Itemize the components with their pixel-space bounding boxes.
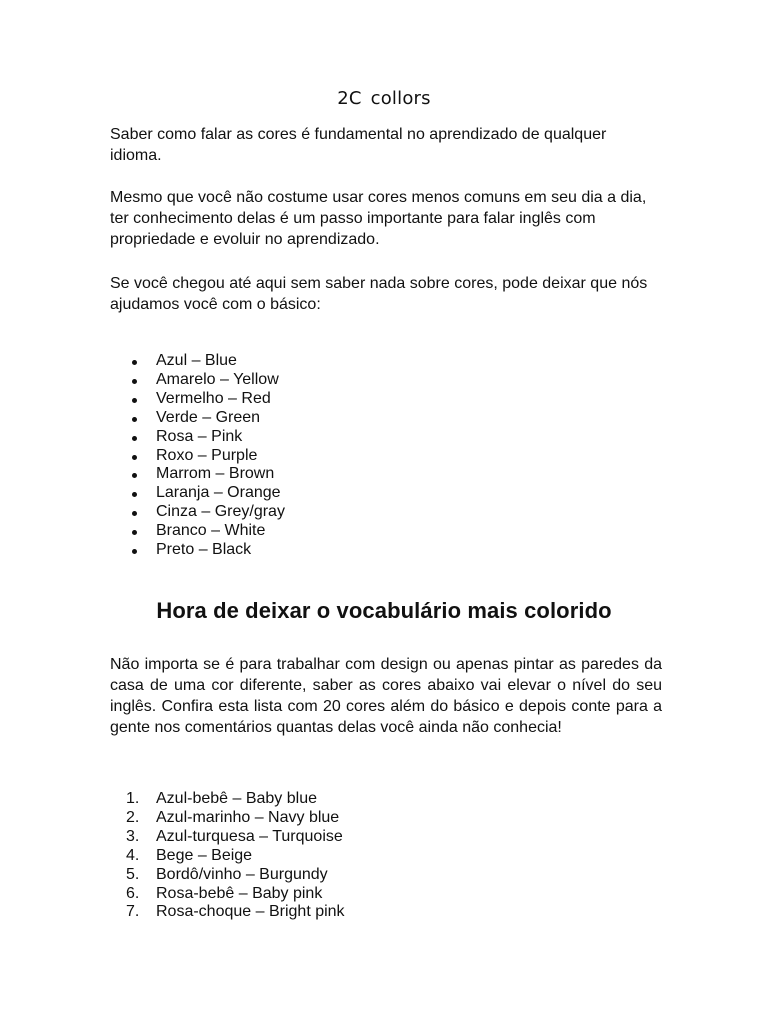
list-item	[110, 541, 285, 560]
list-item-text: Branco – White	[156, 522, 266, 540]
list-item	[110, 371, 285, 390]
list-item	[110, 465, 285, 484]
list-item	[110, 809, 345, 828]
list-item-text: Azul-bebê – Baby blue	[156, 790, 317, 807]
list-item	[110, 790, 345, 809]
bullet-icon	[132, 549, 137, 554]
basic-colors-list	[110, 352, 285, 560]
list-item	[110, 828, 345, 847]
list-item-number: 5.	[126, 865, 140, 883]
list-item-text: Azul-turquesa – Turquoise	[156, 827, 343, 845]
bullet-icon	[132, 436, 137, 441]
bullet-icon	[132, 360, 137, 365]
list-item-text: Amarelo – Yellow	[156, 370, 279, 388]
list-item	[110, 903, 345, 922]
list-item	[110, 522, 285, 541]
bullet-icon	[132, 455, 137, 460]
list-item	[110, 447, 285, 466]
list-item-text: Vermelho – Red	[156, 389, 271, 407]
list-item	[110, 409, 285, 428]
list-item-text: Azul-marinho – Navy blue	[156, 808, 340, 826]
bullet-icon	[132, 511, 137, 516]
bullet-icon	[132, 417, 137, 422]
list-item-text: Azul – Blue	[156, 352, 237, 369]
list-item-text: Verde – Green	[156, 408, 261, 426]
list-item	[110, 390, 285, 409]
list-item-text: Bege – Beige	[156, 846, 253, 864]
list-item	[110, 847, 345, 866]
list-item-number: 1.	[126, 790, 140, 807]
bullet-icon	[132, 530, 137, 535]
list-item-text: Roxo – Purple	[156, 446, 258, 464]
bullet-icon	[132, 473, 137, 478]
list-item-number: 2.	[126, 808, 140, 826]
list-item	[110, 866, 345, 885]
list-item	[110, 484, 285, 503]
list-item-number: 6.	[126, 884, 140, 902]
list-item	[110, 503, 285, 522]
list-item-text: Cinza – Grey/gray	[156, 503, 285, 521]
document-title: 2C collors	[337, 88, 431, 109]
list-item-text: Laranja – Orange	[156, 484, 281, 502]
list-item-text: Preto – Black	[156, 541, 252, 559]
context-paragraph: Mesmo que você não costume usar cores menos comuns em seu dia a dia, ter conhecimento delas é um passo importante para falar inglês com propriedade e evoluir no aprendizado.	[110, 189, 647, 248]
list-item	[110, 352, 285, 371]
bullet-icon	[132, 492, 137, 497]
list-item-text: Rosa-choque – Bright pink	[156, 903, 345, 921]
list-item-text: Bordô/vinho – Burgundy	[156, 865, 328, 883]
list-item-text: Rosa – Pink	[156, 427, 243, 445]
list-item-text: Rosa-bebê – Baby pink	[156, 884, 323, 902]
bullet-icon	[132, 379, 137, 384]
list-item	[110, 428, 285, 447]
basics-lead-paragraph: Se você chegou até aqui sem saber nada sobre cores, pode deixar que nós ajudamos você com o básico:	[110, 275, 648, 313]
list-item-number: 7.	[126, 903, 140, 921]
list-item-number: 4.	[126, 846, 140, 864]
intro-paragraph: Saber como falar as cores é fundamental no aprendizado de qualquer idioma.	[110, 126, 607, 164]
list-item	[110, 885, 345, 904]
list-item-text: Marrom – Brown	[156, 465, 275, 483]
extended-colors-list	[110, 790, 345, 922]
section-heading: Hora de deixar o vocabulário mais colorido	[156, 598, 612, 623]
bullet-icon	[132, 398, 137, 403]
section-paragraph: Não importa se é para trabalhar com design ou apenas pintar as paredes da casa de uma cor diferente, saber as cores abaixo vai elevar o nível do seu inglês. Confira esta lista com 20 cores além do básico e depois conte para a gente nos comentários quantas delas você ainda não conhecia!	[110, 656, 662, 736]
list-item-number: 3.	[126, 827, 140, 845]
